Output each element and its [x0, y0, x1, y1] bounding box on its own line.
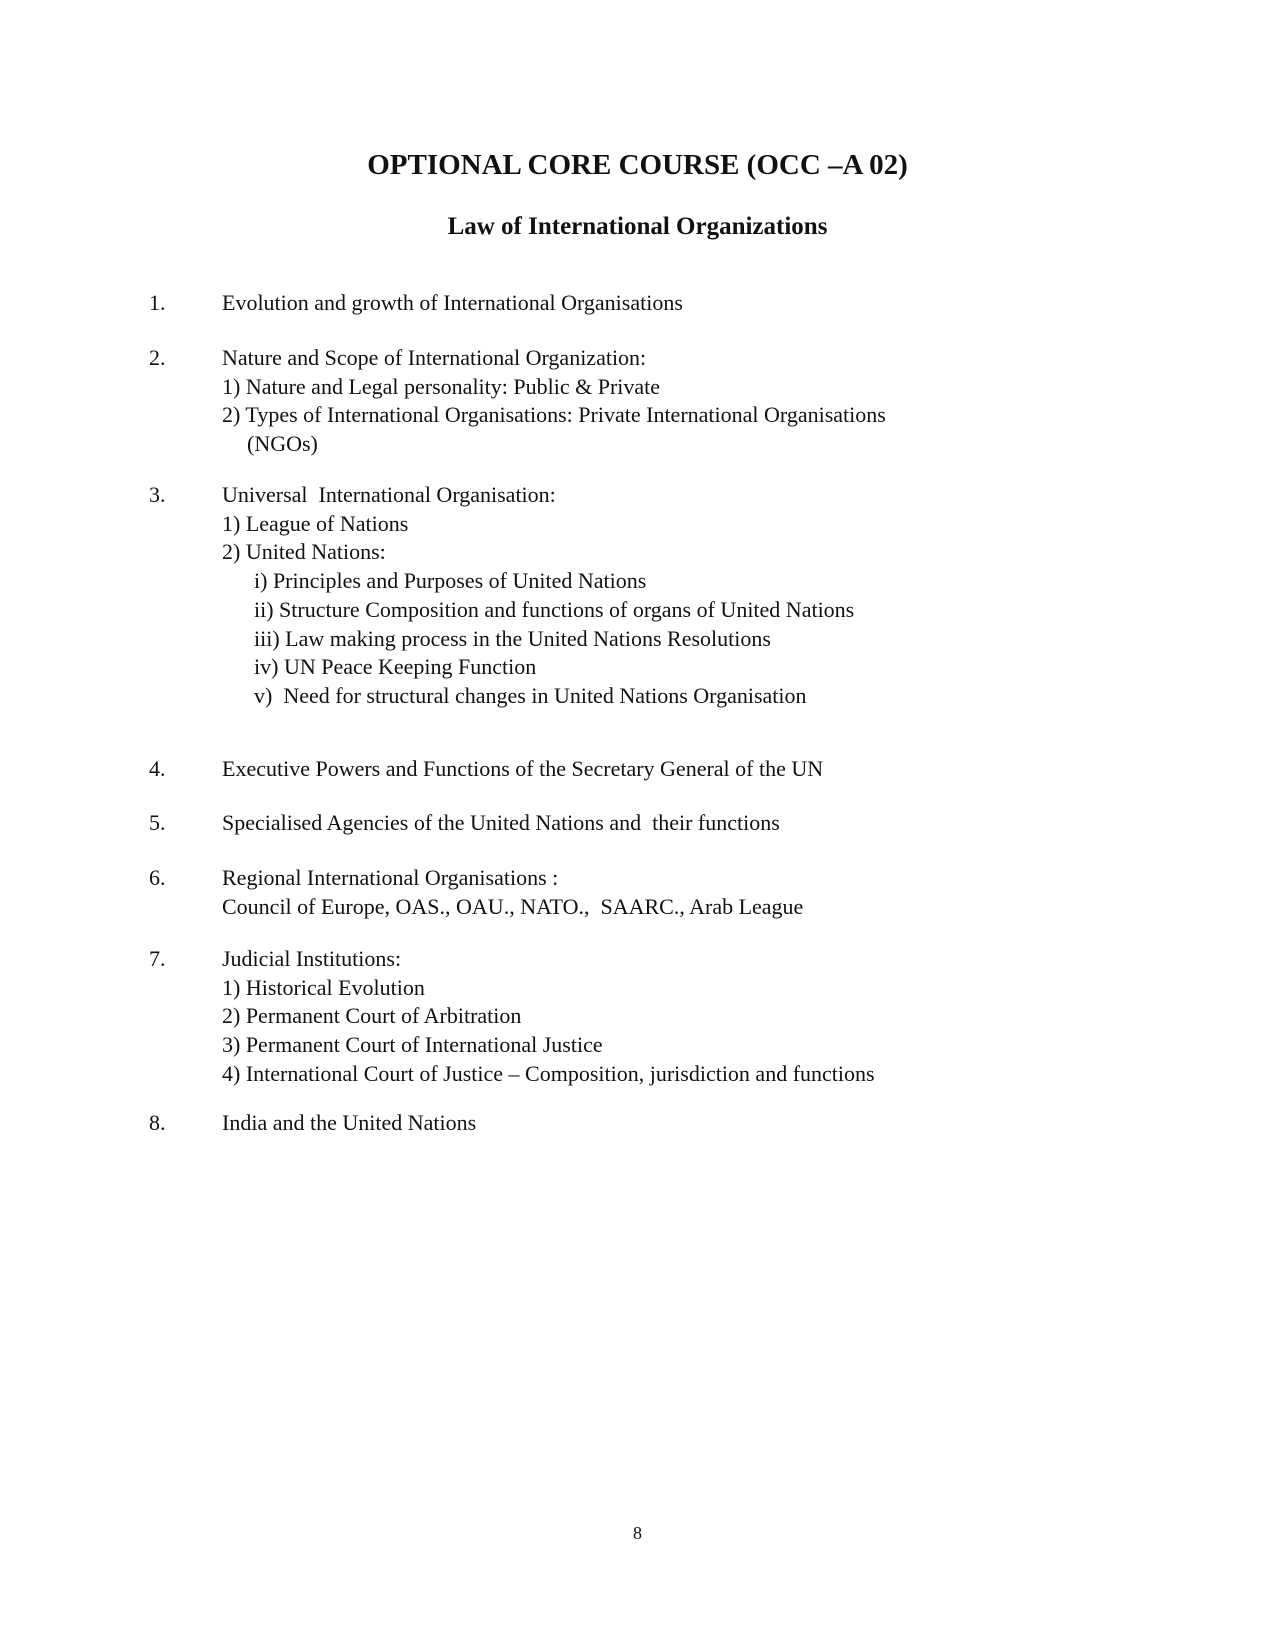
item-body	[222, 1109, 1002, 1138]
item-body	[222, 864, 1002, 921]
item-number: 8.	[149, 1110, 166, 1135]
page-subtitle: Law of International Organizations	[447, 213, 828, 240]
item-number: 4.	[149, 756, 166, 781]
item-body	[222, 289, 1002, 318]
item-number: 1.	[149, 290, 166, 315]
sub-item-continuation: (NGOs)	[247, 431, 318, 457]
item-body	[222, 481, 1002, 711]
item-number: 3.	[149, 482, 166, 507]
roman-sub-item: iii) Law making process in the United Nations Resolutions	[254, 625, 771, 651]
item-heading: Judicial Institutions:	[222, 946, 402, 971]
item-heading: Specialised Agencies of the United Nations and their functions	[222, 810, 780, 835]
item-heading: Nature and Scope of International Organization:	[222, 345, 647, 370]
item-number: 6.	[149, 865, 166, 890]
item-heading: Evolution and growth of International Organisations	[222, 290, 683, 315]
item-heading: India and the United Nations	[222, 1110, 477, 1135]
item-body	[222, 344, 1002, 459]
item-heading: Universal International Organisation:	[222, 482, 556, 507]
item-body	[222, 755, 1002, 784]
sub-item: Council of Europe, OAS., OAU., NATO., SAARC., Arab League	[222, 893, 804, 919]
page-title: OPTIONAL CORE COURSE (OCC –A 02)	[367, 149, 908, 181]
roman-sub-item: v) Need for structural changes in United Nations Organisation	[254, 682, 807, 708]
item-heading: Executive Powers and Functions of the Secretary General of the UN	[222, 756, 824, 781]
sub-item: 1) Nature and Legal personality: Public & Private	[222, 373, 661, 399]
sub-item: 3) Permanent Court of International Justice	[222, 1032, 603, 1058]
roman-sub-item: iv) UN Peace Keeping Function	[254, 654, 537, 680]
sub-item: 1) League of Nations	[222, 510, 409, 536]
sub-item: 2) Types of International Organisations: Private International Organisations	[222, 402, 886, 428]
sub-item: 4) International Court of Justice – Composition, jurisdiction and functions	[222, 1060, 875, 1086]
page-number: 8	[633, 1523, 642, 1543]
item-body	[222, 945, 1002, 1089]
sub-item: 2) United Nations:	[222, 539, 386, 565]
item-number: 7.	[149, 946, 166, 971]
roman-sub-item: ii) Structure Composition and functions of organs of United Nations	[254, 596, 855, 622]
item-heading: Regional International Organisations :	[222, 865, 559, 890]
roman-sub-item: i) Principles and Purposes of United Nations	[254, 568, 647, 594]
item-body	[222, 809, 1002, 838]
sub-item: 1) Historical Evolution	[222, 974, 425, 1000]
sub-item: 2) Permanent Court of Arbitration	[222, 1003, 522, 1029]
item-number: 5.	[149, 810, 166, 835]
item-number: 2.	[149, 345, 166, 370]
